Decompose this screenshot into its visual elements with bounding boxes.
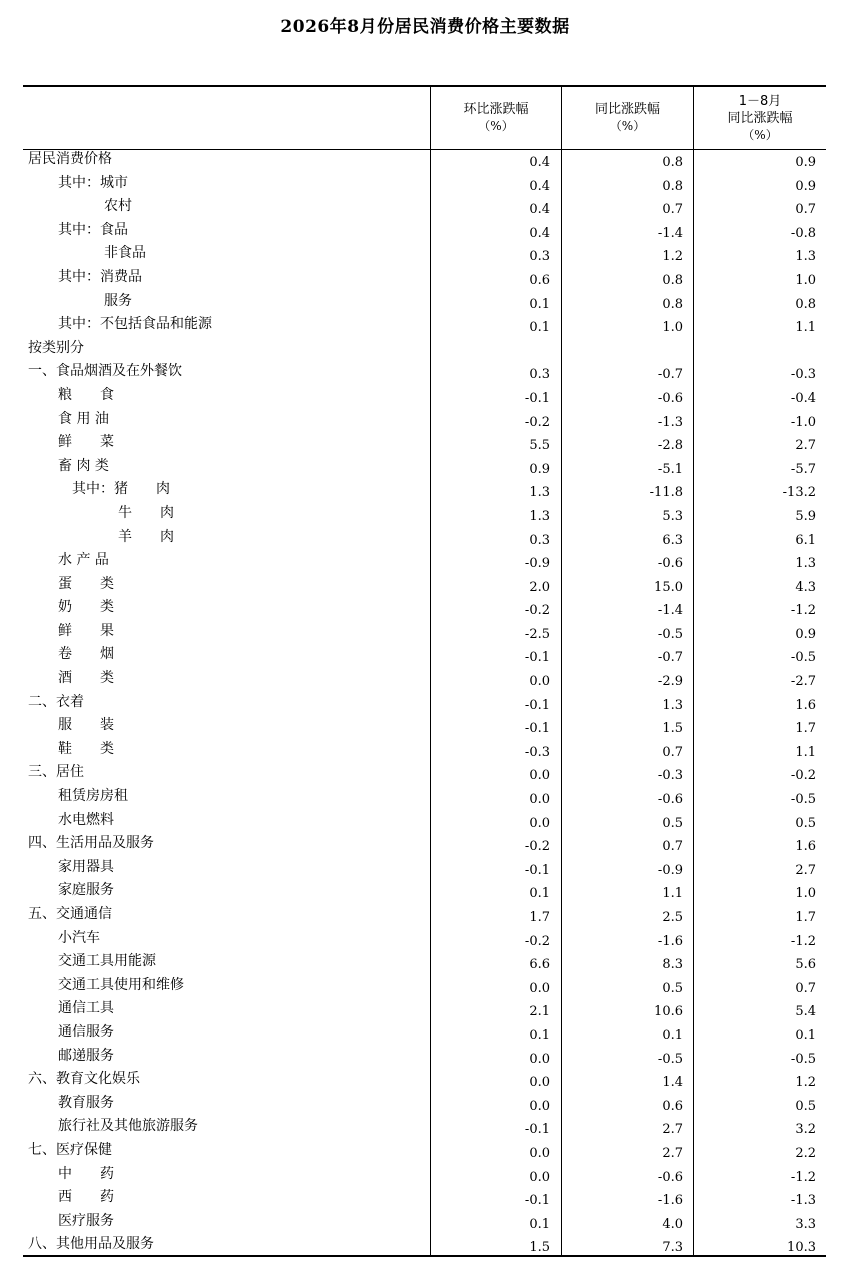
ytd-value: -0.3: [790, 367, 816, 383]
row-label: 鞋 类: [58, 740, 114, 757]
ytd-value: 1.3: [795, 556, 816, 572]
table-row: [23, 716, 826, 740]
table-row: [23, 386, 826, 410]
mom-value: -0.1: [524, 390, 550, 406]
ytd-value: -0.4: [790, 390, 816, 406]
ytd-value: 1.1: [795, 320, 816, 336]
ytd-value: 1.1: [795, 744, 816, 760]
yoy-value: -0.7: [657, 367, 683, 383]
ytd-value: 0.1: [795, 1027, 816, 1043]
yoy-value: -0.6: [657, 1169, 683, 1185]
yoy-value: -0.7: [657, 650, 683, 666]
ytd-value: 1.7: [795, 910, 816, 925]
ytd-value: -1.2: [790, 933, 816, 949]
mom-value: -0.3: [524, 744, 550, 760]
table-row: [23, 1047, 826, 1071]
table-row: [23, 504, 826, 528]
table-row: [23, 598, 826, 622]
table-row: [23, 362, 826, 386]
mom-value: -0.2: [524, 414, 550, 430]
yoy-value: -1.4: [657, 225, 683, 241]
ytd-value: 0.7: [795, 980, 816, 996]
yoy-value: -0.5: [657, 626, 683, 642]
ytd-value: 0.5: [795, 1098, 816, 1114]
ytd-value: 6.1: [795, 532, 816, 548]
row-label: 医疗服务: [58, 1212, 114, 1229]
yoy-value: -1.4: [657, 603, 683, 619]
table-row: [23, 834, 826, 858]
yoy-value: 0.5: [662, 815, 683, 831]
row-label: 三、居住: [28, 764, 84, 781]
ytd-value: 1.7: [795, 721, 816, 737]
mom-value: -0.1: [524, 650, 550, 666]
mom-value: 0.3: [529, 532, 550, 548]
ytd-value: -13.2: [782, 485, 816, 501]
mom-value: 1.5: [529, 1240, 550, 1256]
mom-value: 0.6: [529, 272, 550, 288]
yoy-value: 2.7: [662, 1145, 683, 1161]
yoy-value: -0.9: [657, 862, 683, 878]
table-row: [23, 528, 826, 552]
ytd-value: -0.5: [790, 650, 816, 666]
table-row: [23, 315, 826, 339]
ytd-value: 2.2: [795, 1145, 816, 1161]
mom-value: 0.3: [529, 367, 550, 383]
row-label: 鲜 菜: [58, 434, 114, 451]
row-label: 粮 食: [58, 386, 114, 403]
table-row: [23, 410, 826, 434]
yoy-value: 0.7: [662, 744, 683, 760]
yoy-value: 1.4: [662, 1075, 683, 1091]
yoy-value: 2.5: [662, 910, 683, 925]
yoy-value: 15.0: [654, 579, 683, 595]
table-row: [23, 1165, 826, 1189]
row-label: 羊 肉: [118, 528, 174, 545]
ytd-value: 2.7: [795, 862, 816, 878]
row-label: 西 药: [58, 1189, 114, 1206]
ytd-value: -0.8: [790, 225, 816, 241]
yoy-value: 5.3: [662, 508, 683, 524]
ytd-value: 0.7: [795, 202, 816, 218]
mom-value: 0.0: [529, 815, 550, 831]
ytd-value: 5.9: [795, 508, 816, 524]
mom-value: 0.4: [529, 225, 550, 241]
table-body: [23, 150, 826, 1259]
table-row: [23, 1094, 826, 1118]
table-row: [23, 197, 826, 221]
mom-value: -0.1: [524, 721, 550, 737]
row-label: 蛋 类: [58, 575, 114, 592]
ytd-value: 10.3: [787, 1240, 816, 1256]
row-label: 小汽车: [58, 929, 100, 946]
table-row: [23, 645, 826, 669]
yoy-value: 0.8: [662, 178, 683, 194]
row-label: 畜 肉 类: [58, 457, 109, 474]
row-label: 六、教育文化娱乐: [28, 1071, 140, 1088]
ytd-value: 1.3: [795, 249, 816, 265]
table-row: [23, 339, 826, 363]
table-row: [23, 669, 826, 693]
yoy-value: -0.5: [657, 1051, 683, 1067]
yoy-value: 0.6: [662, 1098, 683, 1114]
header-ytd-period: 1－8月: [738, 93, 782, 109]
ytd-value: -0.5: [790, 792, 816, 808]
mom-value: 0.0: [529, 674, 550, 690]
table-row: [23, 811, 826, 835]
row-label: 按类别分: [28, 339, 84, 356]
mom-value: 0.0: [529, 1145, 550, 1161]
ytd-value: 2.7: [795, 438, 816, 454]
table-row: [23, 480, 826, 504]
row-label: 五、交通通信: [28, 906, 112, 922]
row-label: 其中：城市: [58, 174, 128, 191]
row-label: 租赁房房租: [58, 788, 128, 805]
row-label: 交通工具使用和维修: [58, 976, 184, 993]
header-ytd-label: 同比涨跌幅: [727, 110, 793, 126]
mom-value: 0.0: [529, 1169, 550, 1185]
yoy-value: 7.3: [662, 1240, 683, 1256]
ytd-value: 4.3: [795, 579, 816, 595]
yoy-value: 1.5: [662, 721, 683, 737]
header-ytd: [694, 87, 826, 149]
mom-value: 0.1: [529, 320, 550, 336]
row-label: 水电燃料: [58, 811, 114, 828]
yoy-value: 1.3: [662, 697, 683, 713]
header-mom-label: 环比涨跌幅: [463, 102, 529, 117]
ytd-value: -2.7: [790, 674, 816, 690]
yoy-value: 0.1: [662, 1027, 683, 1043]
row-label: 七、医疗保健: [28, 1141, 112, 1158]
mom-value: 0.4: [529, 155, 550, 170]
table-row: [23, 244, 826, 268]
row-label: 旅行社及其他旅游服务: [58, 1118, 198, 1135]
table-row: [23, 622, 826, 646]
table-row: [23, 221, 826, 245]
yoy-value: 1.1: [662, 886, 683, 902]
table-row: [23, 150, 826, 174]
yoy-value: -0.6: [657, 390, 683, 406]
table-row: [23, 881, 826, 905]
row-label: 通信工具: [58, 1000, 114, 1017]
ytd-value: 0.9: [795, 178, 816, 194]
table-row: [23, 858, 826, 882]
table-row: [23, 1023, 826, 1047]
row-label: 牛 肉: [118, 504, 174, 521]
mom-value: -0.2: [524, 839, 550, 855]
mom-value: 0.1: [529, 1216, 550, 1232]
ytd-value: 0.8: [795, 296, 816, 312]
ytd-value: -5.7: [790, 461, 816, 477]
row-label: 八、其他用品及服务: [28, 1236, 154, 1253]
ytd-value: -1.2: [790, 603, 816, 619]
ytd-value: 5.6: [795, 957, 816, 973]
mom-value: 0.0: [529, 1051, 550, 1067]
mom-value: 0.0: [529, 1075, 550, 1091]
row-label: 交通工具用能源: [58, 953, 156, 970]
mom-value: 0.4: [529, 178, 550, 194]
table-row: [23, 457, 826, 481]
ytd-value: 5.4: [795, 1004, 816, 1020]
yoy-value: -0.6: [657, 792, 683, 808]
yoy-value: 0.7: [662, 839, 683, 855]
row-label: 其中：不包括食品和能源: [58, 316, 212, 333]
table-row: [23, 1235, 826, 1259]
row-label: 居民消费价格: [28, 151, 112, 167]
mom-value: 5.5: [529, 438, 550, 454]
ytd-value: 0.9: [795, 626, 816, 642]
mom-value: 1.7: [529, 910, 550, 925]
row-label: 中 药: [58, 1165, 114, 1182]
row-label: 通信服务: [58, 1023, 114, 1040]
ytd-value: -1.3: [790, 1193, 816, 1209]
row-label: 奶 类: [58, 599, 114, 616]
yoy-value: [563, 339, 683, 363]
ytd-value: 0.5: [795, 815, 816, 831]
table-row: [23, 929, 826, 953]
mom-value: 1.3: [529, 508, 550, 524]
mom-value: [432, 339, 550, 363]
mom-value: -2.5: [524, 626, 550, 642]
table-row: [23, 292, 826, 316]
row-label: 二、衣着: [28, 693, 84, 710]
table-row: [23, 1070, 826, 1094]
yoy-value: -0.6: [657, 556, 683, 572]
ytd-value: -1.2: [790, 1169, 816, 1185]
mom-value: -0.1: [524, 862, 550, 878]
yoy-value: 0.8: [662, 155, 683, 170]
mom-value: 1.3: [529, 485, 550, 501]
row-label: 其中：猪 肉: [72, 481, 170, 498]
table-row: [23, 1117, 826, 1141]
page-title: 2026年8月份居民消费价格主要数据: [280, 17, 570, 37]
yoy-value: -2.9: [657, 674, 683, 690]
yoy-value: 0.7: [662, 202, 683, 218]
mom-value: 0.1: [529, 886, 550, 902]
row-label: 其中：消费品: [58, 268, 142, 285]
table-row: [23, 905, 826, 929]
mom-value: -0.9: [524, 556, 550, 572]
row-label: 邮递服务: [58, 1047, 114, 1064]
row-label: 农村: [104, 198, 132, 215]
header-yoy-unit: （%）: [609, 119, 646, 133]
ytd-value: 0.9: [795, 155, 816, 170]
mom-value: -0.1: [524, 1122, 550, 1138]
table-row: [23, 693, 826, 717]
yoy-value: -11.8: [649, 485, 683, 501]
yoy-value: 1.2: [662, 249, 683, 265]
mom-value: 0.0: [529, 792, 550, 808]
header-yoy-label: 同比涨跌幅: [594, 102, 660, 117]
table-row: [23, 763, 826, 787]
mom-value: 0.4: [529, 202, 550, 218]
table-row: [23, 1188, 826, 1212]
table-row: [23, 551, 826, 575]
mom-value: -0.1: [524, 1193, 550, 1209]
ytd-value: [695, 339, 816, 363]
cpi-table: [23, 85, 826, 1257]
mom-value: -0.1: [524, 697, 550, 713]
yoy-value: 10.6: [654, 1004, 683, 1020]
yoy-value: 0.8: [662, 272, 683, 288]
header-yoy: [562, 87, 693, 149]
table-row: [23, 976, 826, 1000]
yoy-value: -1.3: [657, 414, 683, 430]
row-label: 教育服务: [58, 1094, 114, 1111]
table-row: [23, 1141, 826, 1165]
mom-value: -0.2: [524, 933, 550, 949]
ytd-value: 1.6: [795, 839, 816, 855]
yoy-value: -0.3: [657, 768, 683, 784]
row-label: 水 产 品: [58, 552, 109, 569]
row-label: 家庭服务: [58, 882, 114, 899]
table-row: [23, 952, 826, 976]
ytd-value: 1.0: [795, 886, 816, 902]
table-row: [23, 575, 826, 599]
table-row: [23, 787, 826, 811]
row-label: 家用器具: [58, 858, 114, 875]
row-label: 食 用 油: [58, 410, 109, 427]
header-ytd-unit: （%）: [742, 127, 778, 142]
row-label: 其中：食品: [58, 221, 128, 238]
row-label: 一、食品烟酒及在外餐饮: [28, 363, 182, 380]
yoy-value: 6.3: [662, 532, 683, 548]
row-label: 非食品: [104, 245, 146, 262]
yoy-value: -1.6: [657, 933, 683, 949]
mom-value: -0.2: [524, 603, 550, 619]
yoy-value: 4.0: [662, 1216, 683, 1232]
mom-value: 2.0: [529, 579, 550, 595]
yoy-value: 0.5: [662, 980, 683, 996]
table-row: [23, 174, 826, 198]
mom-value: 0.0: [529, 768, 550, 784]
yoy-value: -1.6: [657, 1193, 683, 1209]
ytd-value: -0.2: [790, 768, 816, 784]
mom-value: 0.3: [529, 249, 550, 265]
yoy-value: -2.8: [657, 438, 683, 454]
ytd-value: 1.6: [795, 697, 816, 713]
mom-value: 0.1: [529, 1027, 550, 1043]
table-row: [23, 740, 826, 764]
yoy-value: 2.7: [662, 1122, 683, 1138]
row-label: 卷 烟: [58, 646, 114, 663]
ytd-value: 1.0: [795, 272, 816, 288]
table-row: [23, 1212, 826, 1236]
row-label: 鲜 果: [58, 622, 114, 639]
table-row: [23, 268, 826, 292]
mom-value: 2.1: [529, 1004, 550, 1020]
mom-value: 0.1: [529, 296, 550, 312]
row-label: 四、生活用品及服务: [28, 835, 154, 852]
mom-value: 0.0: [529, 980, 550, 996]
row-label: 服务: [104, 292, 132, 309]
row-label: 酒 类: [58, 670, 114, 687]
header-mom-unit: （%）: [478, 119, 514, 133]
table-row: [23, 433, 826, 457]
yoy-value: 1.0: [662, 320, 683, 336]
yoy-value: 8.3: [662, 957, 683, 973]
table-row: [23, 999, 826, 1023]
ytd-value: -1.0: [790, 414, 816, 430]
yoy-value: 0.8: [662, 296, 683, 312]
ytd-value: 1.2: [795, 1075, 816, 1091]
ytd-value: 3.3: [795, 1216, 816, 1232]
row-label: 服 装: [58, 717, 114, 734]
mom-value: 0.0: [529, 1098, 550, 1114]
header-mom: [431, 87, 561, 149]
mom-value: 0.9: [529, 461, 550, 477]
ytd-value: -0.5: [790, 1051, 816, 1067]
mom-value: 6.6: [529, 957, 550, 973]
ytd-value: 3.2: [795, 1122, 816, 1138]
yoy-value: -5.1: [657, 461, 683, 477]
